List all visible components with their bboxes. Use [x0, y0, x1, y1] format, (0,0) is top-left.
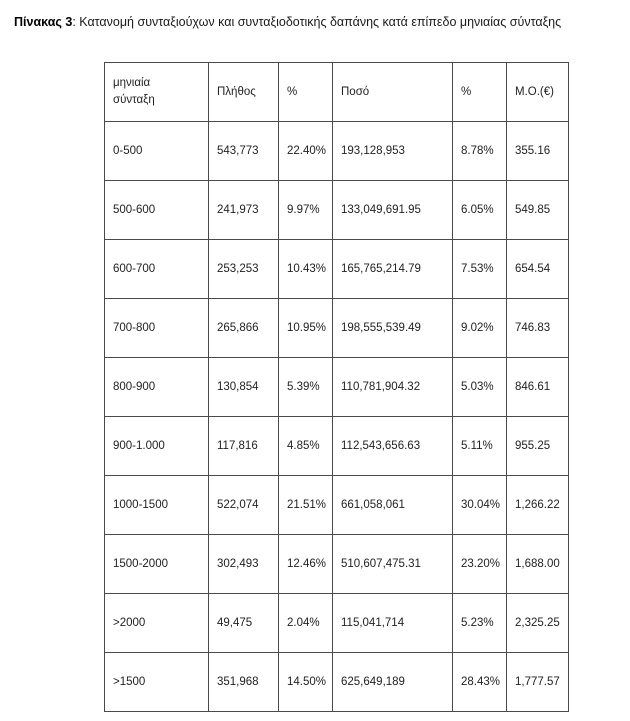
cell-range: >1500	[105, 653, 209, 712]
table-header	[105, 63, 569, 122]
column-header-line-1: Πλήθος	[217, 85, 256, 98]
cell-range: 700-800	[105, 299, 209, 358]
table-row	[105, 358, 569, 417]
column-header-monthly-pension	[105, 63, 209, 122]
pension-distribution-table	[104, 62, 569, 712]
table-row	[105, 181, 569, 240]
table-row	[105, 417, 569, 476]
cell-average: 355.16	[507, 122, 569, 181]
cell-amount-percent: 30.04%	[453, 476, 507, 535]
cell-count: 49,475	[209, 594, 279, 653]
cell-amount-percent: 5.11%	[453, 417, 507, 476]
cell-count: 302,493	[209, 535, 279, 594]
cell-average: 549.85	[507, 181, 569, 240]
column-header-line-1: Ποσό	[341, 85, 370, 98]
cell-count-percent: 22.40%	[279, 122, 333, 181]
cell-count-percent: 9.97%	[279, 181, 333, 240]
column-header-count-percent	[279, 63, 333, 122]
cell-amount-percent: 7.53%	[453, 240, 507, 299]
column-header-count	[209, 63, 279, 122]
table-caption	[14, 14, 630, 30]
cell-count-percent: 10.95%	[279, 299, 333, 358]
cell-amount-percent: 5.03%	[453, 358, 507, 417]
cell-count-percent: 12.46%	[279, 535, 333, 594]
table-row	[105, 299, 569, 358]
table-caption-text: : Κατανομή συνταξιούχων και συνταξιοδοτικής δαπάνης κατά επίπεδο μηνιαίας σύνταξης	[72, 15, 562, 29]
table-row	[105, 535, 569, 594]
cell-count: 543,773	[209, 122, 279, 181]
cell-amount: 661,058,061	[333, 476, 453, 535]
cell-count-percent: 4.85%	[279, 417, 333, 476]
table-caption-label: Πίνακας 3	[14, 15, 73, 29]
column-header-average	[507, 63, 569, 122]
column-header-line-1: %	[287, 85, 298, 98]
cell-amount-percent: 23.20%	[453, 535, 507, 594]
cell-range: 500-600	[105, 181, 209, 240]
cell-count: 130,854	[209, 358, 279, 417]
cell-range: 900-1.000	[105, 417, 209, 476]
cell-range: 1500-2000	[105, 535, 209, 594]
cell-amount: 510,607,475.31	[333, 535, 453, 594]
cell-amount: 165,765,214.79	[333, 240, 453, 299]
cell-count-percent: 14.50%	[279, 653, 333, 712]
table-row	[105, 653, 569, 712]
cell-amount-percent: 5.23%	[453, 594, 507, 653]
cell-average: 654.54	[507, 240, 569, 299]
cell-average: 1,777.57	[507, 653, 569, 712]
cell-range: 1000-1500	[105, 476, 209, 535]
cell-count: 265,866	[209, 299, 279, 358]
cell-count: 351,968	[209, 653, 279, 712]
cell-amount-percent: 9.02%	[453, 299, 507, 358]
cell-range: 800-900	[105, 358, 209, 417]
cell-amount-percent: 28.43%	[453, 653, 507, 712]
cell-count: 253,253	[209, 240, 279, 299]
cell-count-percent: 21.51%	[279, 476, 333, 535]
cell-count-percent: 2.04%	[279, 594, 333, 653]
column-header-line-1: %	[461, 85, 472, 98]
cell-amount-percent: 8.78%	[453, 122, 507, 181]
cell-amount-percent: 6.05%	[453, 181, 507, 240]
cell-amount: 133,049,691.95	[333, 181, 453, 240]
cell-amount: 625,649,189	[333, 653, 453, 712]
table-row	[105, 240, 569, 299]
cell-range: 600-700	[105, 240, 209, 299]
cell-range: >2000	[105, 594, 209, 653]
cell-range: 0-500	[105, 122, 209, 181]
cell-count: 117,816	[209, 417, 279, 476]
cell-amount: 115,041,714	[333, 594, 453, 653]
cell-count: 241,973	[209, 181, 279, 240]
cell-count-percent: 5.39%	[279, 358, 333, 417]
cell-average: 1,688.00	[507, 535, 569, 594]
column-header-line-1: Μ.Ο.(€)	[515, 85, 554, 98]
cell-amount: 110,781,904.32	[333, 358, 453, 417]
cell-amount: 112,543,656.63	[333, 417, 453, 476]
table-row	[105, 476, 569, 535]
column-header-line-2: σύνταξη	[113, 94, 155, 106]
cell-count: 522,074	[209, 476, 279, 535]
cell-average: 746.83	[507, 299, 569, 358]
column-header-amount	[333, 63, 453, 122]
table-body	[105, 122, 569, 712]
column-header-line-1: μηνιαία	[113, 77, 151, 89]
cell-count-percent: 10.43%	[279, 240, 333, 299]
table-row	[105, 122, 569, 181]
cell-amount: 198,555,539.49	[333, 299, 453, 358]
table-row	[105, 594, 569, 653]
column-header-amount-percent	[453, 63, 507, 122]
cell-average: 846.61	[507, 358, 569, 417]
cell-average: 2,325.25	[507, 594, 569, 653]
table-header-row	[105, 63, 569, 122]
cell-average: 955.25	[507, 417, 569, 476]
cell-average: 1,266.22	[507, 476, 569, 535]
table-container	[104, 62, 568, 712]
cell-amount: 193,128,953	[333, 122, 453, 181]
